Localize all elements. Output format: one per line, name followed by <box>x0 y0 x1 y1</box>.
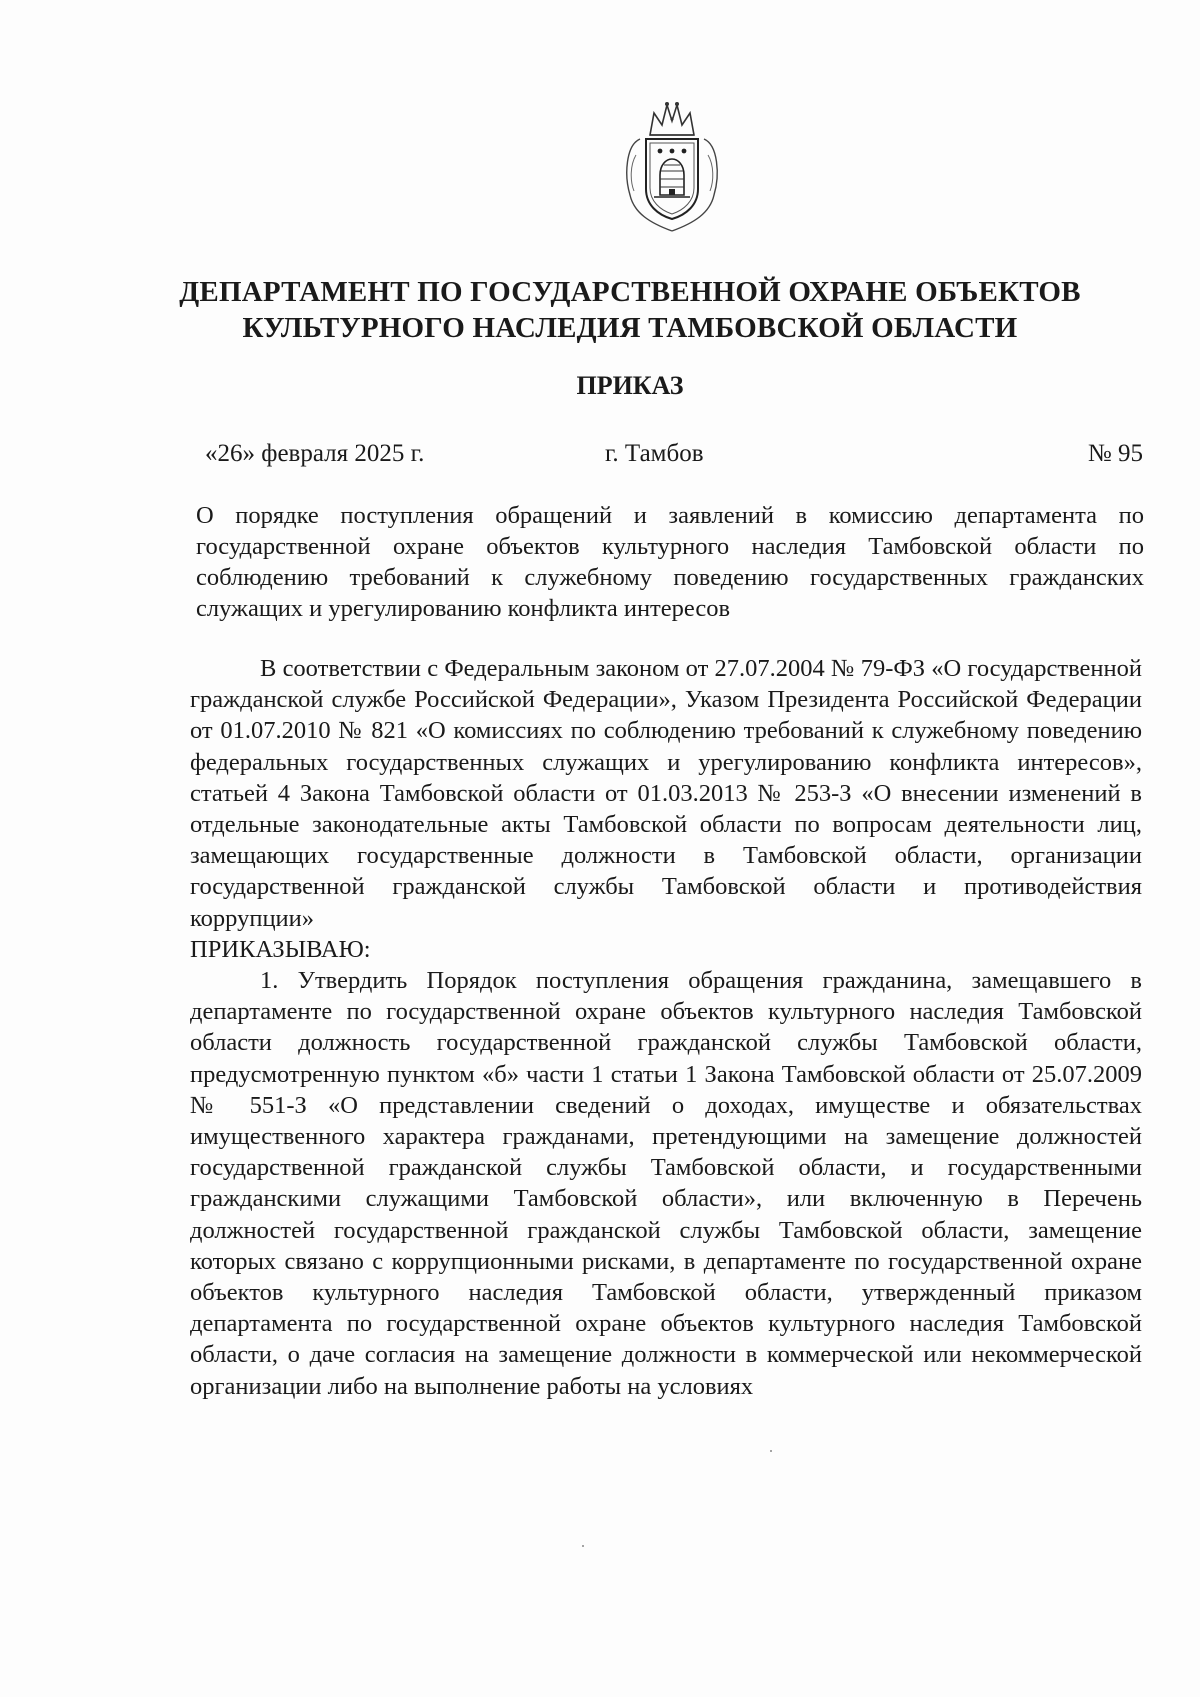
order-directive: ПРИКАЗЫВАЮ: <box>190 935 371 963</box>
document-city: г. Тамбов <box>605 440 704 467</box>
organization-title <box>150 274 1110 346</box>
preamble-paragraph: В соответствии с Федеральным законом от 27.07.2004 № 79-ФЗ «О государственной гражданской службе Российской Федерации», Указом Президента Российской Федерации от 01.07.2010 № 821 «О комиссиях по соблюдению требований к служебному поведению федеральных государственных служащих и урегулированию конфликта интересов», статьей 4 Закона Тамбовской области от 01.03.2013 № 253-З «О внесении изменений в отдельные законодательные акты Тамбовской области по вопросам деятельности лиц, замещающих государственные должности в Тамбовской области, организации государственной гражданской службы Тамбовской области и противодействия коррупции» <box>190 655 1142 932</box>
document-meta-row <box>205 436 1143 472</box>
document-date: «26» февраля 2025 г. <box>205 440 425 467</box>
document-body <box>190 653 1142 1402</box>
scan-speck <box>582 1545 584 1547</box>
organization-title-line1: ДЕПАРТАМЕНТ ПО ГОСУДАРСТВЕННОЙ ОХРАНЕ ОБЪЕКТОВ <box>179 276 1081 308</box>
document-subject: О порядке поступления обращений и заявлений в комиссию департамента по государственной охране объектов культурного наследия Тамбовской области по соблюдению требований к служебному поведению государственных гражданских служащих и урегулированию конфликта интересов <box>196 502 1144 622</box>
document-number: № 95 <box>1087 440 1143 467</box>
scan-speck <box>770 1450 772 1452</box>
document-type: ПРИКАЗ <box>576 371 684 400</box>
coat-of-arms-emblem <box>620 95 724 235</box>
order-item-1: 1. Утвердить Порядок поступления обращения гражданина, замещавшего в департаменте по государственной охране объектов культурного наследия Тамбовской области должность государственной гражданской службы Тамбовской области, предусмотренную пунктом «б» части 1 статьи 1 Закона Тамбовской области от 25.07.2009 № 551-З «О представлении сведений о доходах, имуществе и обязательствах имущественного характера гражданами, претендующими на замещение должностей государственной гражданской службы Тамбовской области, и государственными гражданскими служащими Тамбовской области», или включенную в Перечень должностей государственной гражданской службы Тамбовской области, замещение которых связано с коррупционными рисками, в департаменте по государственной охране объектов культурного наследия Тамбовской области, утвержденный приказом департамента по государственной охране объектов культурного наследия Тамбовской области, о даче согласия на замещение должности в коммерческой или некоммерческой организации либо на выполнение работы на условиях <box>190 967 1142 1400</box>
organization-title-line2: КУЛЬТУРНОГО НАСЛЕДИЯ ТАМБОВСКОЙ ОБЛАСТИ <box>242 312 1018 344</box>
